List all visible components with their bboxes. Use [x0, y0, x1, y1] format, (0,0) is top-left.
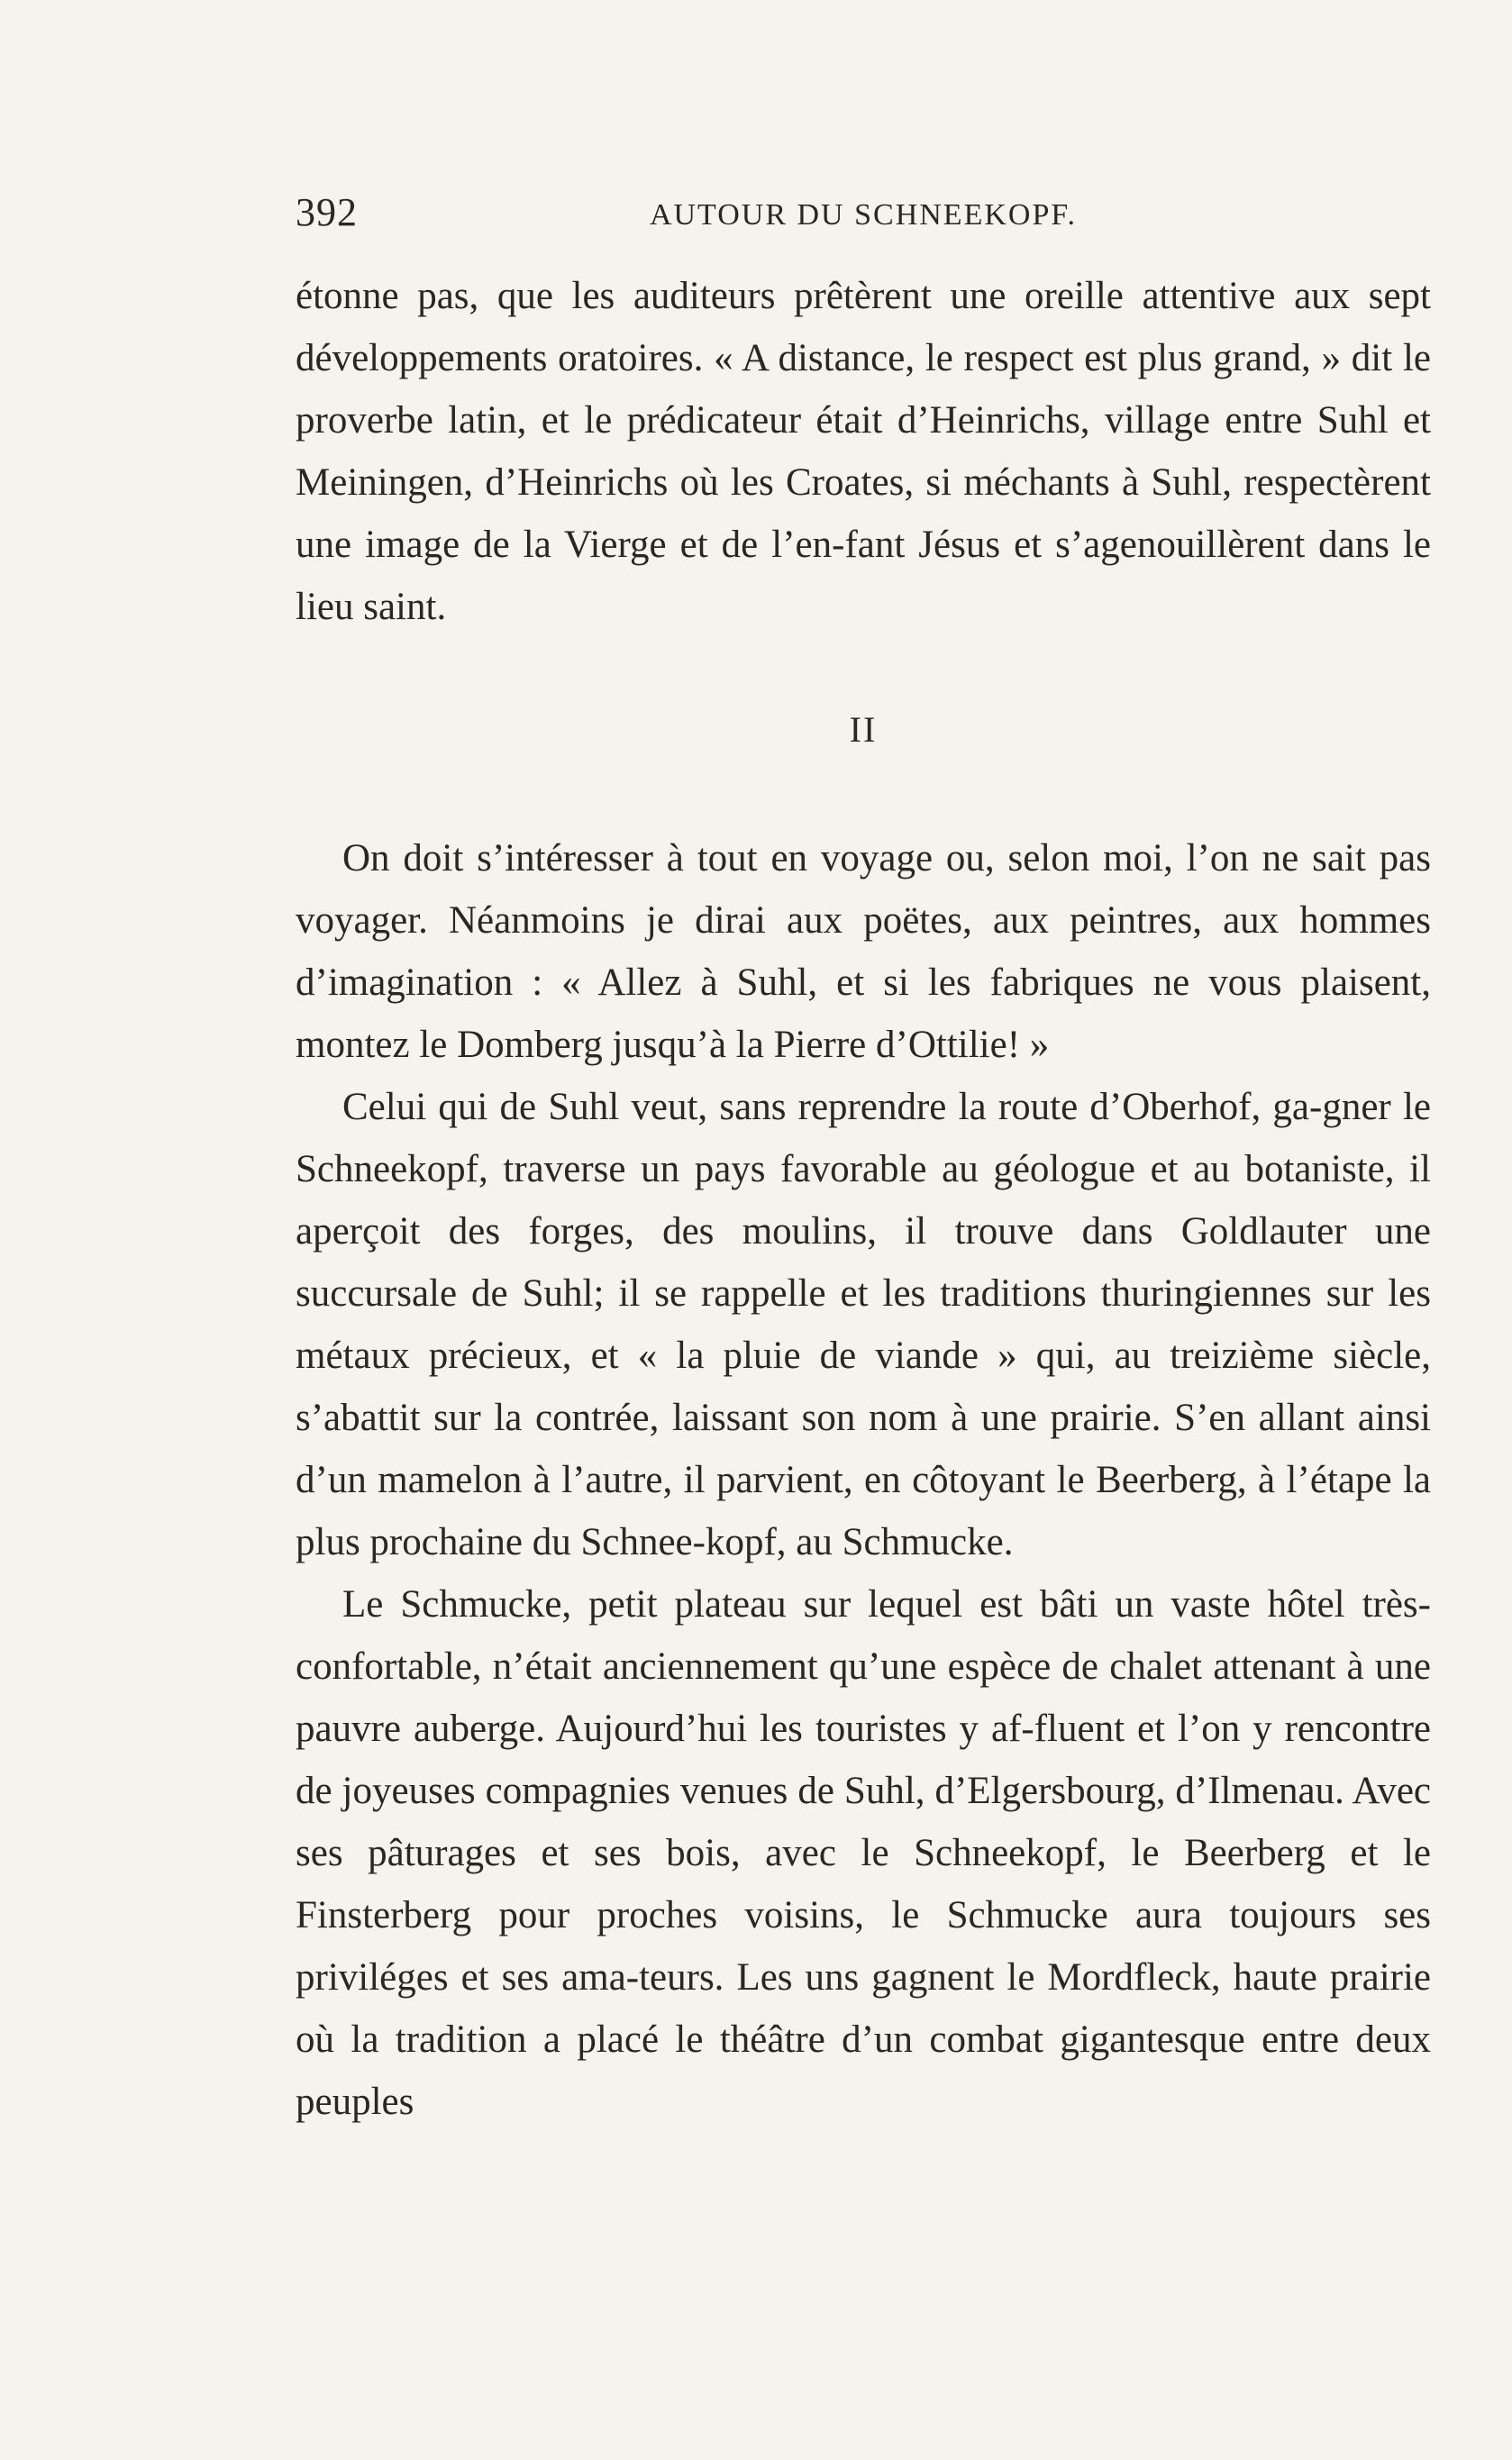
section-heading: II	[849, 709, 878, 750]
text-block-top	[296, 265, 1431, 638]
page-header	[296, 189, 1431, 243]
paragraph: Celui qui de Suhl veut, sans reprendre la route d’Oberhof, ga-gner le Schneekopf, traverse un pays favorable au géologue et au botaniste, il aperçoit des forges, des moulins, il trouve dans Goldlauter une succursale de Suhl; il se rappelle et les traditions thuringiennes sur les métaux précieux, et « la pluie de viande » qui, au treizième siècle, s’abattit sur la contrée, laissant son nom à une prairie. S’en allant ainsi d’un mamelon à l’autre, il parvient, en côtoyant le Beerberg, à l’étape la plus prochaine du Schnee-kopf, au Schmucke.	[296, 1086, 1431, 1563]
paragraph: On doit s’intéresser à tout en voyage ou, selon moi, l’on ne sait pas voyager. Néanmoins je dirai aux poëtes, aux peintres, aux hommes d’imagination : « Allez à Suhl, et si les fabriques ne vous plaisent, montez le Domberg jusqu’à la Pierre d’Ottilie! »	[296, 837, 1431, 1066]
page-number: 392	[296, 190, 358, 234]
text-block-bottom	[296, 827, 1431, 2133]
paragraph: étonne pas, que les auditeurs prêtèrent une oreille attentive aux sept développements oratoires. « A distance, le respect est plus grand, » dit le proverbe latin, et le prédicateur était d’Heinrichs, village entre Suhl et Meiningen, d’Heinrichs où les Croates, si méchants à Suhl, respectèrent une image de la Vierge et de l’en-fant Jésus et s’agenouillèrent dans le lieu saint.	[296, 275, 1431, 628]
running-title: AUTOUR DU SCHNEEKOPF.	[649, 198, 1078, 232]
paragraph: Le Schmucke, petit plateau sur lequel est bâti un vaste hôtel très-confortable, n’était anciennement qu’une espèce de chalet attenant à une pauvre auberge. Aujourd’hui les touristes y af-fluent et l’on y rencontre de joyeuses compagnies venues de Suhl, d’Elgersbourg, d’Ilmenau. Avec ses pâturages et ses bois, avec le Schneekopf, le Beerberg et le Finsterberg pour proches voisins, le Schmucke aura toujours ses priviléges et ses ama-teurs. Les uns gagnent le Mordfleck, haute prairie où la tradition a placé le théâtre d’un combat gigantesque entre deux peuples	[296, 1583, 1431, 2123]
